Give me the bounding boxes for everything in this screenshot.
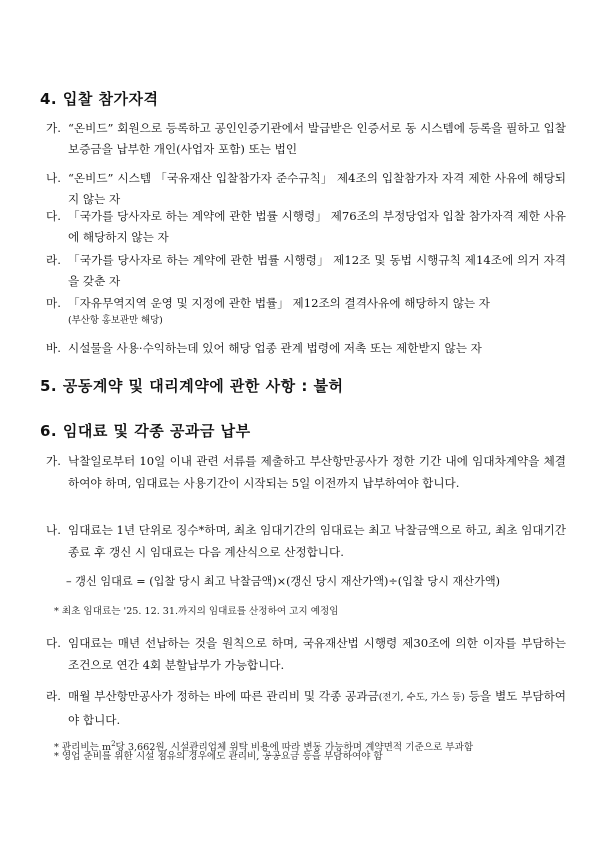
section-5-title: 5. 공동계약 및 대리계약에 관한 사항 : 불허 <box>40 377 344 395</box>
item-text: 「국가를 당사자로 하는 계약에 관한 법률 시행령」 제12조 및 동법 시행규칙 제14조에 의거 자격을 갖춘 자 <box>68 253 566 288</box>
list-item <box>46 118 566 160</box>
list-item <box>46 206 566 248</box>
list-item <box>46 250 566 292</box>
item-marker: 다. <box>46 636 61 650</box>
item-text: “온비드” 시스템 「국유재산 입찰참가자 준수규칙」 제4조의 입찰참가자 자격 제한 사유에 해당되지 않는 자 <box>68 171 566 206</box>
item-marker: 가. <box>46 121 61 135</box>
item-marker: 라. <box>46 253 61 267</box>
item-text: 시설물을 사용·수익하는데 있어 해당 업종 관계 법령에 저촉 또는 제한받지 않는 자 <box>68 341 482 355</box>
item-subnote: (부산항 홍보관만 해당) <box>68 315 163 326</box>
section-4-title: 4. 입찰 참가자격 <box>40 90 159 108</box>
section-6-title: 6. 임대료 및 각종 공과금 납부 <box>40 422 251 440</box>
list-item <box>46 519 566 563</box>
item-marker: 마. <box>46 296 61 310</box>
item-text: 임대료는 매년 선납하는 것을 원칙으로 하며, 국유재산법 시행령 제30조에 의한 이자를 부담하는 조건으로 연간 4회 분할납부가 가능합니다. <box>68 636 566 672</box>
item-marker: 라. <box>46 689 61 703</box>
item-text: “온비드” 회원으로 등록하고 공인인증기관에서 발급받은 인증서로 동 시스템에 등록을 필하고 입찰보증금을 납부한 개인(사업자 포함) 또는 법인 <box>68 121 566 156</box>
item-text-main: 매월 부산항만공사가 정하는 바에 따른 관리비 및 각종 공과금 <box>68 689 379 703</box>
preparation-note: * 영업 준비를 위한 시설 점유의 경우에도 관리비, 공공요금 등을 부담하여야 함 <box>54 751 383 762</box>
item-marker: 다. <box>46 209 61 223</box>
item-marker: 나. <box>46 171 61 185</box>
list-item <box>46 293 566 328</box>
item-text <box>46 685 566 731</box>
item-text: 「국가를 당사자로 하는 계약에 관한 법률 시행령」 제76조의 부정당업자 입찰 참가자격 제한 사유에 해당하지 않는 자 <box>68 209 566 244</box>
note-prefix: * 관리비는 m <box>54 742 112 754</box>
note-superscript: 2 <box>111 740 116 748</box>
list-item <box>46 632 566 676</box>
item-marker: 가. <box>46 454 61 468</box>
item-marker: 나. <box>46 523 61 537</box>
list-item <box>46 338 566 359</box>
list-item <box>46 168 566 210</box>
list-item <box>46 685 566 731</box>
item-text: 「자유무역지역 운영 및 지정에 관한 법률」 제12조의 결격사유에 해당하지 않는 자 <box>68 296 490 310</box>
rent-note: * 최초 임대료는 '25. 12. 31.까지의 임대료를 산정하여 고지 예정임 <box>54 606 339 617</box>
note-rest: 당 3,662원, 시설관리업체 위탁 비용에 따라 변동 가능하며 계약면적 기준으로 부과함 <box>115 742 474 754</box>
item-text: 낙찰일로부터 10일 이내 관련 서류를 제출하고 부산항만공사가 정한 기간 내에 임대차계약을 체결하여야 하며, 임대료는 사용기간이 시작되는 5일 이전까지 납부하여야 합니다. <box>68 454 566 490</box>
item-text-end: 등을 별도 부담하여야 합니다. <box>68 689 566 727</box>
item-text: 임대료는 1년 단위로 징수*하며, 최초 임대기간의 임대료는 최고 낙찰금액으로 하고, 최초 임대기간 종료 후 갱신 시 임대료는 다음 계산식으로 산정합니다. <box>68 523 566 559</box>
item-marker: 바. <box>46 341 61 355</box>
item-text-small: (전기, 수도, 가스 등) <box>378 692 465 703</box>
renewal-formula: – 갱신 임대료 = (입찰 당시 최고 낙찰금액)×(갱신 당시 재산가액)÷(입찰 당시 재산가액) <box>66 575 501 588</box>
list-item <box>46 450 566 494</box>
